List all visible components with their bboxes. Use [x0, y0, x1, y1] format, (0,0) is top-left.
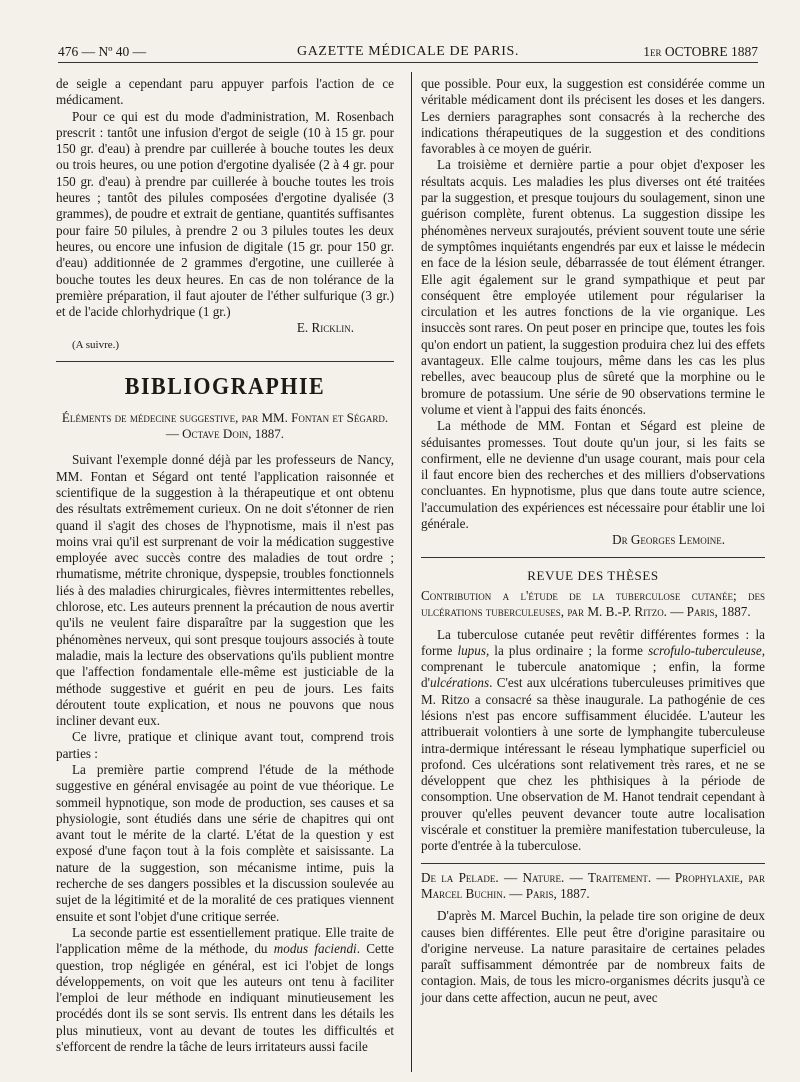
paragraph: La méthode de MM. Fontan et Ségard est pleine de séduisantes promesses. Tout doute qu'un jour, si les faits se confirment, elle ne devienne d'un usage courant, mais pour cela il faut encore bien des recherches et des milliers d'observations concluantes. En hypnotisme, plus que dans toute autre science, l'accumulation des expériences est nécessaire pour établir une loi générale.: [421, 418, 765, 532]
section-heading-revue-des-theses: REVUE DES THÈSES: [527, 567, 659, 583]
thesis-entry-title: Contribution a l'étude de la tuberculose cutanée; des ulcérations tuberculeuses, par M. B.-P. Ritzo. — Paris, 1887.: [421, 587, 765, 620]
paragraph: La seconde partie est essentiellement pratique. Elle traite de l'application même de la méthode, du modus faciendi. Cette question, trop négligée en général, est ici l'objet de longs développements, on voit que les auteurs ont tenu à faciliter l'emploi de leur méthode en indiquant minutieusement les procédés dont ils se sont servis. Ils entrent dans les détails les plus minutieux, vont au devant de toutes les difficultés et s'efforcent de rendre la tâche de leurs irritateurs aussi facile: [56, 924, 395, 1055]
emphasis: lupus: [457, 642, 486, 658]
paragraph: Ce livre, pratique et clinique avant tout, comprend trois parties :: [56, 729, 394, 761]
right-column: [421, 76, 765, 1006]
paragraph: La tuberculose cutanée peut revêtir différentes formes : la forme lupus, la plus ordinaire ; la forme scrofulo-tuberculeuse, comprenant le tubercule anatomique ; enfin, la forme d'ulcérations. C'est aux ulcérations tuberculeuses primitives que M. Ritzo a consacré sa thèse inaugurale. La pathogénie de ces lésions n'est pas encore suffisamment élucidée. L'auteur les attribuerait volontiers à une sorte de lymphangite tuberculeuse intra-dermique intéressant le réseau lymphatique superficiel ou profond. Ces ulcérations sont relativement très rares, et ne se développent que chez les phthisiques à la période de consomption. Une observation de M. Hanot tendrait cependant à prouver qu'elles peuvent devancer toute autre localisation viscérale et constituer la première manifestation tuberculeuse, la porte d'entrée à la tuberculose.: [421, 626, 765, 854]
journal-title: GAZETTE MÉDICALE DE PARIS.: [297, 44, 519, 59]
issue-date: 1er OCTOBRE 1887: [643, 44, 758, 59]
thesis-entry-title: De la Pelade. — Nature. — Traitement. — Prophylaxie, par Marcel Buchin. — Paris, 1887.: [421, 869, 765, 901]
paragraph: Suivant l'exemple donné déjà par les professeurs de Nancy, MM. Fontan et Ségard ont tenté l'application raisonnée et scientifique de la suggestion à la thérapeutique et ont obtenu des résultats extrêmement curieux. On ne doit s'étonner de rien quand il s'agit des choses de l'hypnotisme, mais il n'est pas moins vrai qu'il est surprenant de voir la médication suggestive employée avec succès contre des maladies de tout ordre ; rhumatisme, métrite chronique, dyspepsie, troubles fonctionnels liés à des maladies chirurgicales, fièvres intermittentes rebelles, chlorose, etc. Les auteurs prennent la précaution de nous avertir qu'ils ne veulent faire disparaître par la suggestion que les phénomènes nerveux, qui sont presque toujours associés à toute maladie, mais la lecture des observations qu'ils publient montre que l'affection fondamentale elle-même est justiciable de la méthode suggestive et guérit en peu de jours. Les faits déroutent toute explication, et nous ne pouvons que nous incliner devant eux.: [56, 452, 394, 729]
author-signature: Dr Georges Lemoine.: [612, 532, 725, 548]
paragraph: que possible. Pour eux, la suggestion est considérée comme un véritable médicament dont ils précisent les doses et les dangers. Les derniers paragraphes sont consacrés à la recherche des indications thérapeutiques de la suggestion et des conditions favorables à ce moyen de guérir.: [421, 76, 765, 157]
paragraph: Pour ce qui est du mode d'administration, M. Rosenbach prescrit : tantôt une infusion d'ergot de seigle (10 à 15 gr. pour 150 gr. d'eau) à prendre par cuillerée à bouche toutes les deux ou trois heures, ou une potion d'ergotine dyalisée (2 à 4 gr. pour 150 gr. d'eau) à prendre par cuillerée à bouche toutes les trois heures ; tantôt des pilules composées d'ergotine dyalisée (3 grammes), de poudre et extrait de gentiane, quantités suffisantes pour faire 50 pilules, à prendre 2 ou 3 pilules toutes les deux heures, ou encore une infusion de digitale (15 gr. pour 150 gr. d'eau) additionnée de 2 grammes d'ergotine, une cuillerée à bouche toutes les deux heures. En cas de non tolérance de la première préparation, il faut ajouter de l'éther sulfurique (3 gr.) et de l'acide chlorhydrique (1 gr.): [56, 108, 394, 320]
emphasis: scrofulo-tuberculeuse: [648, 642, 762, 658]
paragraph: La première partie comprend l'étude de la méthode suggestive en général envisagée au point de vue théorique. Le sommeil hypnotique, son mode de production, ses causes et sa physiologie, sont étudiés dans une série de chapitres qui ont avant tout le mérite de la clarté. L'état de la question y est exposé d'une façon tout à la fois complète et saisissante. La nature de la suggestion, son mécanisme intime, puis la recherche de ses dangers possibles et la discussion soulevée au sujet de la légitimité et de la moralité de ces pratiques viennent ensuite et sont l'objet d'une critique serrée.: [56, 761, 394, 924]
author-signature: E. Ricklin.: [296, 320, 354, 336]
emphasis: modus faciendi: [273, 941, 357, 957]
paragraph: D'après M. Marcel Buchin, la pelade tire son origine de deux causes bien différentes. Elle peut être d'origine parasitaire ou d'origine nerveuse. La nature parasitaire de certaines pelades paraît suffisamment démontrée par de nombreux faits de contagion. Mais, de tous les micro-organismes décrits jusqu'à ce jour dans cette affection, aucun ne peut, avec: [421, 908, 765, 1005]
page-header: [58, 40, 758, 63]
page-number: 476 — Nº 40 —: [58, 44, 147, 59]
emphasis: ulcérations: [429, 675, 490, 691]
section-rule: [421, 863, 765, 864]
paragraph: La troisième et dernière partie a pour objet d'exposer les résultats acquis. Les maladies les plus diverses ont été traitées par la suggestion, et presque toujours du soulagement, sinon une guérison complète, furent obtenus. La suggestion dissipe les phénomènes nerveux surajoutés, prévient souvent toute une série de symptômes inquiétants engendrés par eux et laisse le médecin en face de la lésion seule, débarrassée de tout élément étranger. Elle agit également sur le grand sympathique et peut par conséquent être employée utilement pour régulariser la circulation et les autres fonctions de la vie organique. Les insuccès sont rares. On peut poser en principe que, toutes les fois qu'on endort un patient, la suggestion produira chez lui des effets avantageux. Elle calme toujours, même dans les cas les plus rebelles, avec beaucoup plus de sûreté que la morphine ou le bromure de potassium. Une série de 90 observations termine le volume et vient à l'appui des faits énoncés.: [421, 157, 765, 417]
paragraph: de seigle a cependant paru appuyer parfois l'action de ce médicament.: [56, 76, 394, 108]
section-rule: [56, 361, 394, 362]
section-heading-bibliographie: BIBLIOGRAPHIE: [124, 371, 326, 400]
book-entry-title: Éléments de médecine suggestive, par MM. Fontan et Ségard. — Octave Doin, 1887.: [61, 410, 389, 442]
column-divider: [411, 72, 412, 1072]
section-rule: [421, 557, 765, 558]
left-column: [56, 76, 394, 1055]
to-be-continued-note: (A suivre.): [72, 338, 120, 351]
